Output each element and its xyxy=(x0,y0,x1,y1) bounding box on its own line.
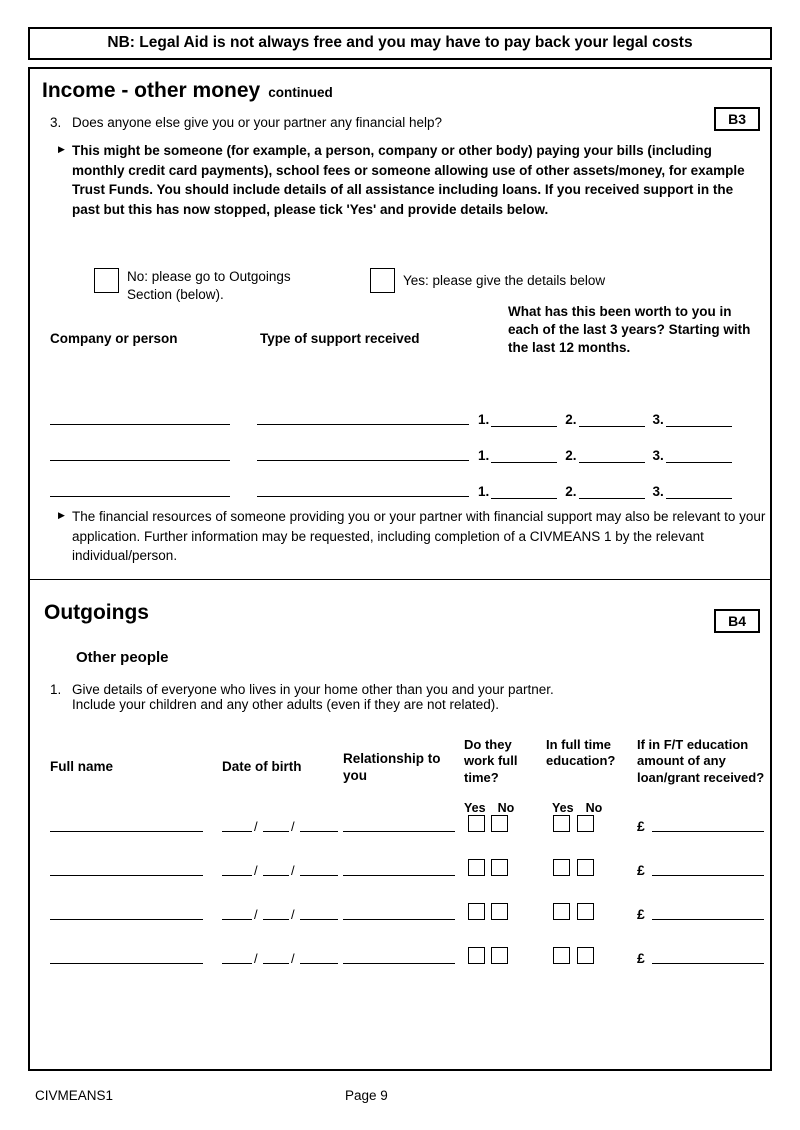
other-people-subtitle: Other people xyxy=(76,649,169,666)
dob-day-line[interactable] xyxy=(222,875,252,876)
currency-symbol: £ xyxy=(637,950,645,966)
dob-day-line[interactable] xyxy=(222,963,252,964)
work-column-header: Do they work full time? xyxy=(464,737,518,785)
outgoings-row xyxy=(50,852,764,876)
full-name-input-line[interactable] xyxy=(50,919,203,920)
income-title-text: Income - other money xyxy=(42,79,261,102)
form-body xyxy=(28,67,772,1071)
dob-year-line[interactable] xyxy=(300,831,338,832)
dob-separator: / xyxy=(291,819,295,834)
question-3-number: 3. xyxy=(50,115,62,130)
support-column-header: Type of support received xyxy=(260,331,420,346)
dob-separator: / xyxy=(254,907,258,922)
no-checkbox-label: No: please go to Outgoings Section (below). xyxy=(127,269,291,302)
work-no-checkbox[interactable] xyxy=(491,903,508,920)
page-number: Page 9 xyxy=(345,1088,388,1103)
work-yes-label: Yes xyxy=(464,801,486,815)
question-3 xyxy=(50,115,690,130)
education-yes-checkbox[interactable] xyxy=(553,903,570,920)
relationship-column-header: Relationship to you xyxy=(343,751,441,783)
company-input-line[interactable] xyxy=(50,496,230,497)
worth-label-2: 2. xyxy=(565,484,577,499)
relationship-input-line[interactable] xyxy=(343,919,455,920)
loan-amount-input-line[interactable] xyxy=(652,919,764,920)
support-input-line[interactable] xyxy=(257,460,469,461)
worth-label-1: 1. xyxy=(478,484,490,499)
dob-separator: / xyxy=(254,951,258,966)
worth-input-line-2[interactable] xyxy=(579,450,645,463)
worth-label-2: 2. xyxy=(565,412,577,427)
question-1-text xyxy=(72,682,554,712)
work-yes-checkbox[interactable] xyxy=(468,903,485,920)
income-row xyxy=(50,409,762,425)
income-section-title xyxy=(42,79,333,103)
outgoings-title-text: Outgoings xyxy=(44,601,149,624)
currency-symbol: £ xyxy=(637,818,645,834)
dob-separator: / xyxy=(254,863,258,878)
worth-label-1: 1. xyxy=(478,412,490,427)
worth-input-line-1[interactable] xyxy=(491,450,557,463)
education-yes-checkbox[interactable] xyxy=(553,947,570,964)
section-divider xyxy=(30,579,770,580)
worth-label-2: 2. xyxy=(565,448,577,463)
education-column-header: In full time education? xyxy=(546,737,616,769)
bullet-icon: ▶ xyxy=(58,144,65,154)
worth-label-3: 3. xyxy=(652,412,664,427)
loan-amount-input-line[interactable] xyxy=(652,831,764,832)
worth-group xyxy=(478,412,740,427)
dob-month-line[interactable] xyxy=(263,875,289,876)
outgoings-table-header xyxy=(50,737,764,817)
question-1-line1: Give details of everyone who lives in your home other than you and your partner. xyxy=(72,682,554,697)
worth-label-3: 3. xyxy=(652,448,664,463)
badge-b3: B3 xyxy=(714,107,760,131)
relationship-input-line[interactable] xyxy=(343,831,455,832)
support-input-line[interactable] xyxy=(257,496,469,497)
worth-input-line-2[interactable] xyxy=(579,486,645,499)
dob-day-line[interactable] xyxy=(222,831,252,832)
question-1 xyxy=(50,682,730,712)
bullet-icon: ▶ xyxy=(58,510,65,520)
relationship-input-line[interactable] xyxy=(343,963,455,964)
worth-input-line-3[interactable] xyxy=(666,486,732,499)
income-footnote-text: The financial resources of someone providing you or your partner with financial support may also be relevant to your application. Further information may be requested, including completion of a CIVMEANS 1 by the relevant individual/person. xyxy=(72,509,766,564)
work-no-label: No xyxy=(497,801,515,815)
income-title-suffix: continued xyxy=(268,85,333,100)
question-1-number: 1. xyxy=(50,682,62,697)
question-1-line2: Include your children and any other adults (even if they are not related). xyxy=(72,697,500,712)
dob-separator: / xyxy=(291,863,295,878)
form-id: CIVMEANS1 xyxy=(35,1088,114,1103)
work-yes-checkbox[interactable] xyxy=(468,859,485,876)
full-name-column-header: Full name xyxy=(50,759,114,774)
income-row xyxy=(50,445,762,461)
education-yes-checkbox[interactable] xyxy=(553,815,570,832)
full-name-input-line[interactable] xyxy=(50,963,203,964)
company-input-line[interactable] xyxy=(50,460,230,461)
education-no-checkbox[interactable] xyxy=(577,947,594,964)
worth-group xyxy=(478,484,740,499)
loan-amount-input-line[interactable] xyxy=(652,875,764,876)
yes-checkbox-label: Yes: please give the details below xyxy=(403,273,606,288)
worth-input-line-3[interactable] xyxy=(666,450,732,463)
support-input-line[interactable] xyxy=(257,424,469,425)
dob-year-line[interactable] xyxy=(300,963,338,964)
dob-separator: / xyxy=(291,907,295,922)
education-no-label: No xyxy=(585,801,603,815)
dob-year-line[interactable] xyxy=(300,875,338,876)
yes-checkbox[interactable] xyxy=(370,268,395,293)
nb-banner xyxy=(28,27,772,60)
education-yes-label: Yes xyxy=(552,801,574,815)
outgoings-section-title xyxy=(44,601,149,625)
work-yes-checkbox[interactable] xyxy=(468,815,485,832)
worth-label-1: 1. xyxy=(478,448,490,463)
full-name-input-line[interactable] xyxy=(50,831,203,832)
nb-banner-text: NB: Legal Aid is not always free and you may have to pay back your legal costs xyxy=(107,34,693,51)
company-input-line[interactable] xyxy=(50,424,230,425)
outgoings-row xyxy=(50,896,764,920)
dob-month-line[interactable] xyxy=(263,963,289,964)
education-no-checkbox[interactable] xyxy=(577,903,594,920)
currency-symbol: £ xyxy=(637,862,645,878)
dob-separator: / xyxy=(291,951,295,966)
work-no-checkbox[interactable] xyxy=(491,859,508,876)
income-note xyxy=(58,141,764,219)
dob-month-line[interactable] xyxy=(263,831,289,832)
outgoings-row xyxy=(50,808,764,832)
full-name-input-line[interactable] xyxy=(50,875,203,876)
work-yes-checkbox[interactable] xyxy=(468,947,485,964)
dob-day-line[interactable] xyxy=(222,919,252,920)
income-note-text: This might be someone (for example, a person, company or other body) paying your bills (including monthly credit card payments), school fees or someone allowing use of other assets/money, for example Trust Funds. You should include details of all assistance including loans. If you received support in the past but this has now stopped, please tick 'Yes' and provide details below. xyxy=(72,143,745,217)
income-row xyxy=(50,481,762,497)
work-no-checkbox[interactable] xyxy=(491,815,508,832)
education-no-checkbox[interactable] xyxy=(577,859,594,876)
dob-year-line[interactable] xyxy=(300,919,338,920)
badge-b4: B4 xyxy=(714,609,760,633)
education-yes-checkbox[interactable] xyxy=(553,859,570,876)
education-no-checkbox[interactable] xyxy=(577,815,594,832)
dob-month-line[interactable] xyxy=(263,919,289,920)
income-footnote xyxy=(58,507,768,566)
question-3-text: Does anyone else give you or your partner any financial help? xyxy=(72,115,442,130)
outgoings-row xyxy=(50,940,764,964)
company-column-header: Company or person xyxy=(50,331,178,346)
dob-column-header: Date of birth xyxy=(222,759,302,774)
worth-group xyxy=(478,448,740,463)
currency-symbol: £ xyxy=(637,906,645,922)
no-checkbox[interactable] xyxy=(94,268,119,293)
loan-amount-input-line[interactable] xyxy=(652,963,764,964)
worth-input-line-1[interactable] xyxy=(491,486,557,499)
work-no-checkbox[interactable] xyxy=(491,947,508,964)
worth-input-line-1[interactable] xyxy=(491,414,557,427)
relationship-input-line[interactable] xyxy=(343,875,455,876)
worth-label-3: 3. xyxy=(652,484,664,499)
worth-input-line-2[interactable] xyxy=(579,414,645,427)
loan-column-header: If in F/T education amount of any loan/grant received? xyxy=(637,737,765,785)
worth-input-line-3[interactable] xyxy=(666,414,732,427)
dob-separator: / xyxy=(254,819,258,834)
worth-column-header: What has this been worth to you in each of the last 3 years? Starting with the last 12 months. xyxy=(508,304,751,356)
